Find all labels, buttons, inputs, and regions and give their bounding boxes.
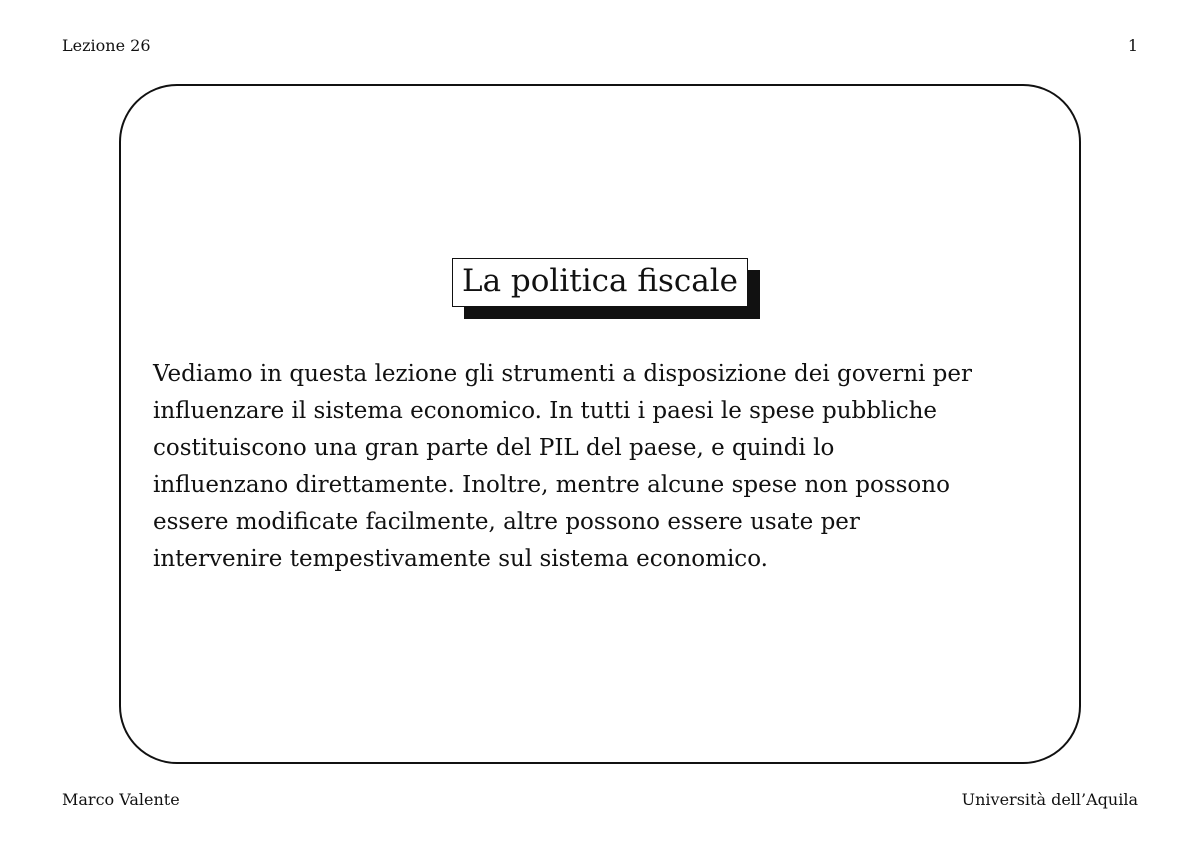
paragraph-line: essere modificate facilmente, altre possono essere usate per xyxy=(153,509,860,535)
paragraph-line: Vediamo in questa lezione gli strumenti a disposizione dei governi per xyxy=(153,361,973,387)
paragraph-line: influenzano direttamente. Inoltre, mentre alcune spese non possono xyxy=(153,472,950,498)
slide-title: La politica fiscale xyxy=(452,258,748,307)
slide-title-wrapper xyxy=(121,258,1079,307)
paragraph-line: influenzare il sistema economico. In tutti i paesi le spese pubbliche xyxy=(153,398,938,424)
lecture-label: Lezione 26 xyxy=(62,36,151,55)
slide-frame xyxy=(119,84,1081,764)
author-name: Marco Valente xyxy=(62,790,180,809)
paragraph-line: intervenire tempestivamente sul sistema economico. xyxy=(153,546,768,572)
page-number: 1 xyxy=(1127,36,1138,55)
slide-paragraph xyxy=(153,356,1053,578)
paragraph-line: costituiscono una gran parte del PIL del paese, e quindi lo xyxy=(153,435,835,461)
institution-name: Università dell’Aquila xyxy=(961,790,1138,809)
